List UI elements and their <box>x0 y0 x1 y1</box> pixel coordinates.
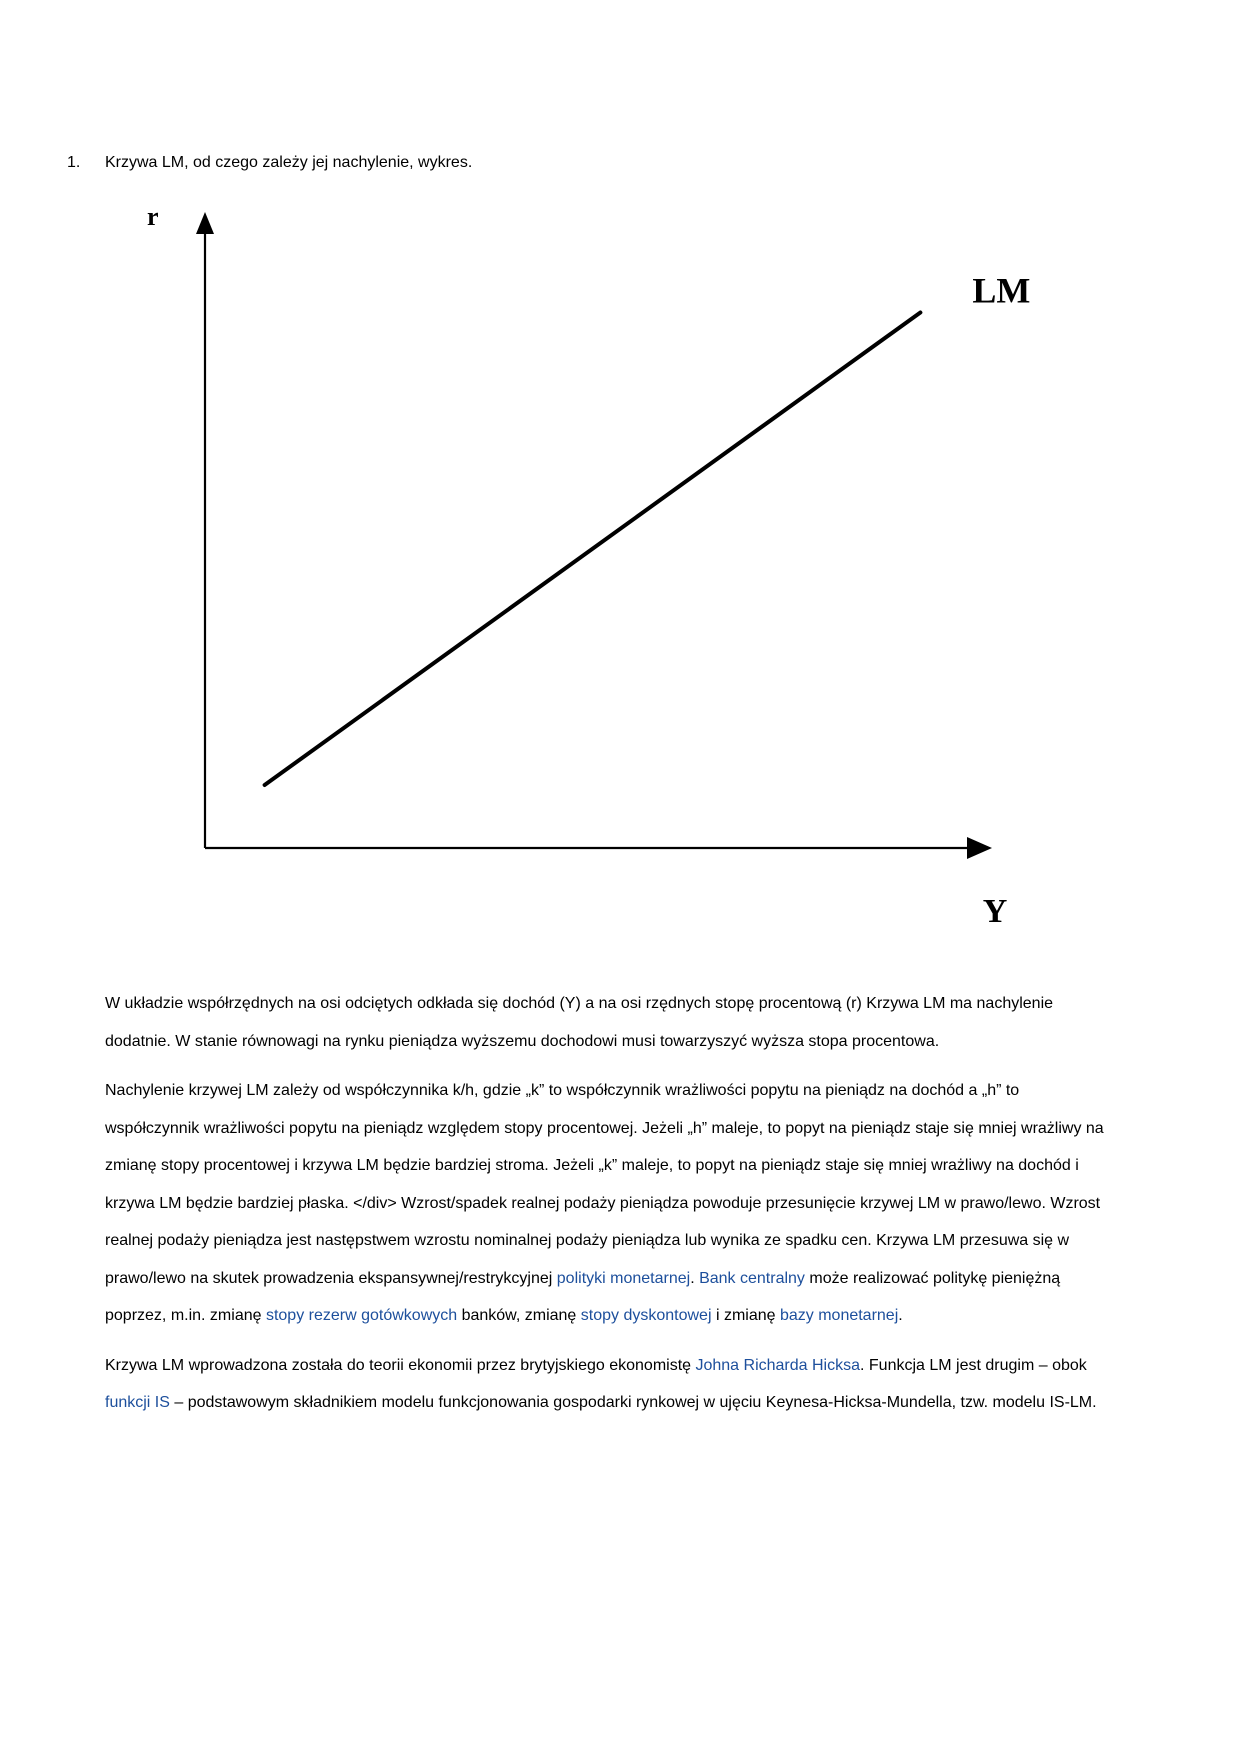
paragraph-3 <box>105 1347 1105 1422</box>
question-number: 1. <box>67 154 81 171</box>
paragraph-2 <box>105 1072 1105 1335</box>
paragraph-1: W układzie współrzędnych na osi odciętych odkłada się dochód (Y) a na osi rzędnych stopę procentową (r) Krzywa LM ma nachylenie dodatnie. W stanie równowagi na rynku pieniądza wyższemu dochodowi musi towarzyszyć wyższa stopa procentowa. <box>105 995 1054 1050</box>
lm-curve-chart <box>125 200 1031 940</box>
y-axis-arrow <box>196 212 214 234</box>
body-text <box>105 985 1105 1434</box>
p3-text-3: – podstawowym składnikiem modelu funkcjonowania gospodarki rynkowej w ujęciu Keynesa-Hicksa-Mundella, tzw. modelu IS-LM. <box>169 1394 1097 1411</box>
lm-series-label: LM <box>972 270 1031 311</box>
link-bank-centralny[interactable]: Bank centralny <box>699 1269 805 1287</box>
link-bazy-monetarnej[interactable]: bazy monetarnej <box>779 1307 899 1324</box>
p3-text-2: . Funkcja LM jest drugim – obok <box>860 1356 1087 1374</box>
question-heading <box>67 151 472 175</box>
link-polityki-monetarnej[interactable]: polityki monetarnej <box>556 1269 691 1287</box>
lm-curve-line <box>265 313 921 786</box>
p2-text-2: . <box>690 1269 700 1287</box>
link-johna-richarda-hicksa[interactable]: Johna Richarda Hicksa <box>695 1356 861 1374</box>
link-funkcji-is[interactable]: funkcji IS <box>105 1394 170 1411</box>
p2-text-3: może realizować politykę pieniężną poprzez, m.in. zmianę <box>105 1269 1061 1324</box>
link-stopy-dyskontowej[interactable]: stopy dyskontowej <box>580 1307 712 1324</box>
x-axis-arrow <box>967 837 992 859</box>
x-axis-label: Y <box>982 893 1008 930</box>
p3-text-1: Krzywa LM wprowadzona została do teorii ekonomii przez brytyjskiego ekonomistę <box>105 1356 696 1374</box>
p2-text-5: i zmianę <box>711 1307 780 1324</box>
p2-text-4: banków, zmianę <box>457 1307 581 1324</box>
y-axis-label: r <box>147 202 159 231</box>
link-stopy-rezerw-gotowkowych[interactable]: stopy rezerw gotówkowych <box>265 1307 458 1324</box>
p2-text-6: . <box>898 1307 903 1324</box>
p2-text-1: Nachylenie krzywej LM zależy od współczynnika k/h, gdzie „k” to współczynnik wrażliwości popytu na pieniądz na dochód a „h” to współczynnik wrażliwości popytu na pieniądz względem stopy procentowej. Jeżeli „h” maleje, to popyt na pieniądz staje się mniej wrażliwy na zmianę stopy procentowej i krzywa LM będzie bardziej stroma. Jeżeli „k” maleje, to popyt na pieniądz staje się mniej wrażliwy na dochód i krzywa LM będzie bardziej płaska. </div> Wzrost/spadek realnej podaży pieniądza powoduje przesunięcie krzywej LM w prawo/lewo. Wzrost realnej podaży pieniądza jest następstwem wzrostu nominalnej podaży pieniądza lub wynika ze spadku cen. Krzywa LM przesuwa się w prawo/lewo na skutek prowadzenia ekspansywnej/restrykcyjnej <box>105 1082 1104 1287</box>
question-title: Krzywa LM, od czego zależy jej nachylenie, wykres. <box>105 154 473 171</box>
